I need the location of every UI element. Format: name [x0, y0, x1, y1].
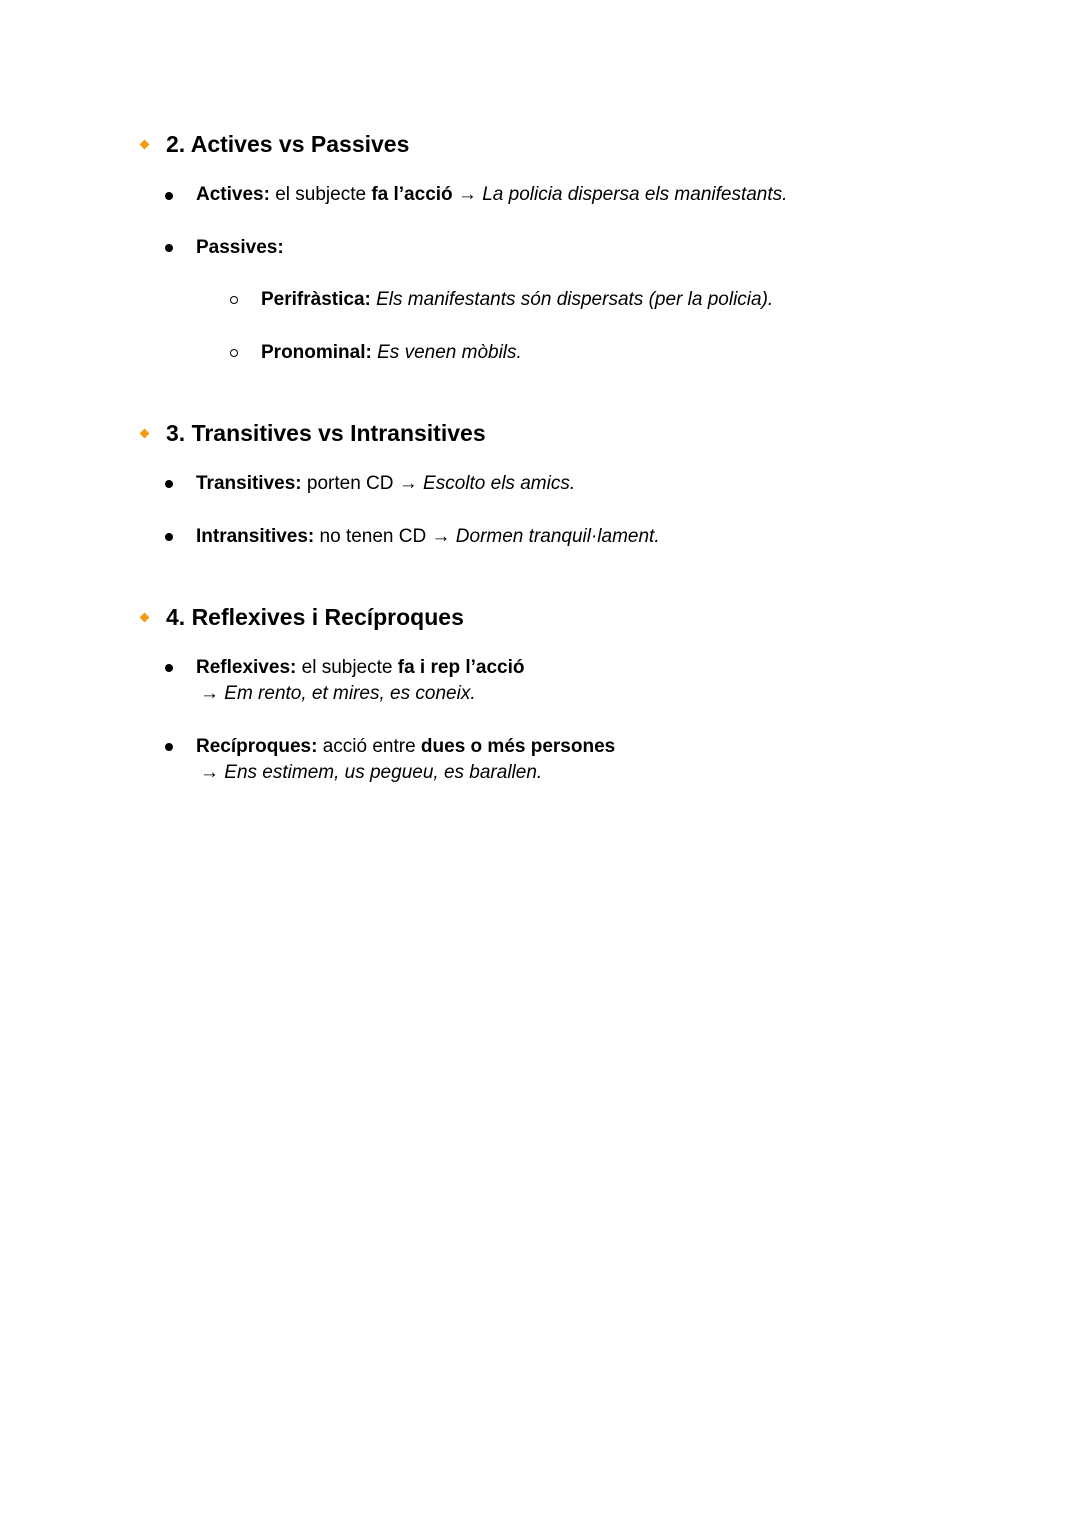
term-label: Passives:: [196, 237, 284, 258]
list-item-pronominal: [261, 340, 522, 366]
item-example: Els manifestants són dispersats (per la policia).: [370, 289, 774, 310]
item-text: no tenen CD →: [314, 526, 456, 547]
list-item-passives: [196, 235, 284, 261]
item-emphasis: dues o més persones: [420, 736, 616, 757]
term-label: Perifràstica:: [261, 289, 371, 310]
item-example: Em rento, et mires, es coneix.: [224, 683, 476, 704]
arrow-text: →: [452, 184, 483, 205]
item-text: porten CD →: [301, 473, 424, 494]
item-emphasis: fa l’acció: [371, 184, 453, 205]
disc-bullet-icon: [165, 244, 173, 252]
term-label: Reflexives:: [196, 657, 297, 678]
list-item-reflexives: [196, 655, 524, 681]
diamond-bullet-icon: [140, 140, 150, 150]
term-label: Intransitives:: [196, 526, 315, 547]
disc-bullet-icon: [165, 533, 173, 541]
list-item-actives: [196, 182, 787, 208]
term-label: Pronominal:: [261, 342, 372, 363]
arrow-text: →: [200, 683, 225, 704]
term-label: Transitives:: [196, 473, 302, 494]
term-label: Recíproques:: [196, 736, 318, 757]
item-example: La policia dispersa els manifestants.: [482, 184, 788, 205]
circle-bullet-icon: [230, 296, 238, 304]
disc-bullet-icon: [165, 192, 173, 200]
disc-bullet-icon: [165, 480, 173, 488]
list-item-reflexives-example: [200, 681, 476, 707]
item-text: acció entre: [317, 736, 421, 757]
disc-bullet-icon: [165, 743, 173, 751]
term-label: Actives:: [196, 184, 270, 205]
circle-bullet-icon: [230, 349, 238, 357]
item-example: Ens estimem, us pegueu, es barallen.: [224, 762, 543, 783]
item-emphasis: fa i rep l’acció: [397, 657, 525, 678]
list-item-reciproques: [196, 734, 615, 760]
item-example: Es venen mòbils.: [371, 342, 522, 363]
diamond-bullet-icon: [140, 613, 150, 623]
section-heading: 2. Actives vs Passives: [166, 131, 410, 157]
item-text: el subjecte: [269, 184, 372, 205]
disc-bullet-icon: [165, 664, 173, 672]
arrow-text: →: [200, 762, 225, 783]
list-item-intransitives: [196, 524, 660, 550]
list-item-transitives: [196, 471, 575, 497]
item-example: Dormen tranquil·lament.: [455, 526, 660, 547]
list-item-reciproques-example: [200, 760, 542, 786]
item-example: Escolto els amics.: [423, 473, 576, 494]
diamond-bullet-icon: [140, 429, 150, 439]
section-heading: 3. Transitives vs Intransitives: [166, 420, 486, 446]
section-heading: 4. Reflexives i Recíproques: [166, 604, 464, 630]
list-item-perifrastica: [261, 287, 773, 313]
item-text: el subjecte: [296, 657, 398, 678]
